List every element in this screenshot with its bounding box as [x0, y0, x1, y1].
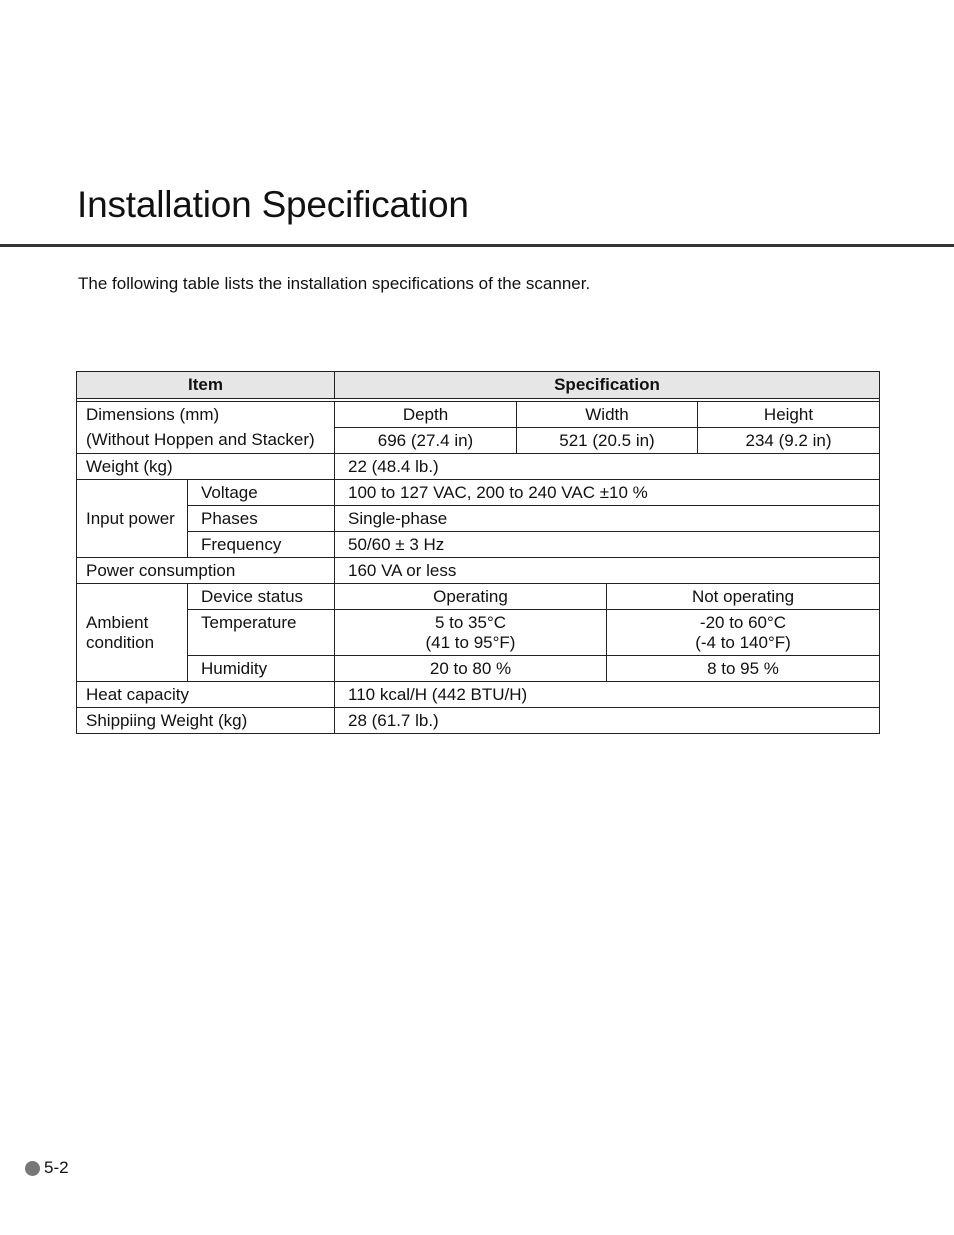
page-number: 5-2 — [44, 1158, 69, 1177]
not-operating-label: Not operating — [607, 584, 880, 610]
table-row — [77, 506, 880, 532]
shipping-weight-value: 28 (61.7 lb.) — [335, 708, 880, 734]
dimensions-sublabel: (Without Hoppen and Stacker) — [77, 428, 335, 454]
table-row — [77, 402, 880, 428]
dimensions-label: Dimensions (mm) — [77, 402, 335, 428]
table-row — [77, 682, 880, 708]
table-row — [77, 584, 880, 610]
weight-value: 22 (48.4 lb.) — [335, 454, 880, 480]
width-value: 521 (20.5 in) — [517, 428, 698, 454]
header-item: Item — [77, 372, 335, 399]
temperature-operating — [335, 610, 607, 656]
device-status-label: Device status — [188, 584, 335, 610]
voltage-value: 100 to 127 VAC, 200 to 240 VAC ±10 % — [335, 480, 880, 506]
humidity-operating: 20 to 80 % — [335, 656, 607, 682]
table-row — [77, 610, 880, 656]
frequency-value: 50/60 ± 3 Hz — [335, 532, 880, 558]
table-row — [77, 428, 880, 454]
table-row — [77, 480, 880, 506]
phases-label: Phases — [188, 506, 335, 532]
humidity-not-operating: 8 to 95 % — [607, 656, 880, 682]
installation-spec-table — [76, 371, 880, 734]
temp-not-operating-celsius: -20 to 60°C — [699, 612, 787, 632]
weight-label: Weight (kg) — [77, 454, 335, 480]
voltage-label: Voltage — [188, 480, 335, 506]
table-header-row — [77, 372, 880, 399]
depth-value: 696 (27.4 in) — [335, 428, 517, 454]
operating-label: Operating — [335, 584, 607, 610]
table-row — [77, 532, 880, 558]
input-power-label: Input power — [77, 480, 188, 558]
page-title: Installation Specification — [77, 184, 469, 225]
power-consumption-label: Power consumption — [77, 558, 335, 584]
height-value: 234 (9.2 in) — [698, 428, 880, 454]
height-label: Height — [698, 402, 880, 428]
table-row — [77, 558, 880, 584]
temp-not-operating-fahrenheit: (-4 to 140°F) — [695, 632, 791, 652]
depth-label: Depth — [335, 402, 517, 428]
table-row — [77, 454, 880, 480]
bullet-icon — [25, 1161, 40, 1176]
ambient-label-line2: condition — [86, 632, 155, 652]
heat-capacity-label: Heat capacity — [77, 682, 335, 708]
header-specification: Specification — [335, 372, 880, 399]
ambient-condition-label — [77, 584, 188, 682]
title-divider — [0, 244, 954, 247]
table-row — [77, 708, 880, 734]
humidity-label: Humidity — [188, 656, 335, 682]
frequency-label: Frequency — [188, 532, 335, 558]
intro-paragraph: The following table lists the installation specifications of the scanner. — [78, 274, 591, 293]
phases-value: Single-phase — [335, 506, 880, 532]
ambient-label-line1: Ambient — [86, 612, 149, 632]
page-footer — [25, 1158, 69, 1178]
temperature-label: Temperature — [188, 610, 335, 656]
width-label: Width — [517, 402, 698, 428]
shipping-weight-label: Shippiing Weight (kg) — [77, 708, 335, 734]
temperature-not-operating — [607, 610, 880, 656]
heat-capacity-value: 110 kcal/H (442 BTU/H) — [335, 682, 880, 708]
power-consumption-value: 160 VA or less — [335, 558, 880, 584]
temp-operating-fahrenheit: (41 to 95°F) — [425, 632, 516, 652]
table-row — [77, 656, 880, 682]
temp-operating-celsius: 5 to 35°C — [434, 612, 507, 632]
